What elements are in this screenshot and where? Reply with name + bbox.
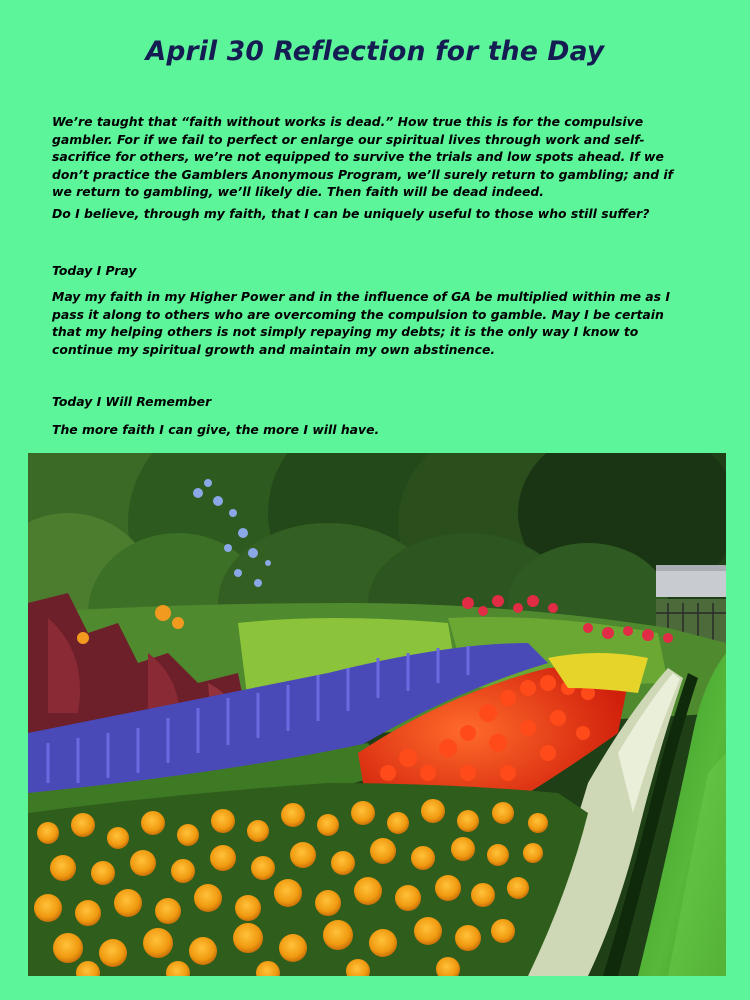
pray-heading: Today I Pray [52,263,137,278]
prayer-paragraph: May my faith in my Higher Power and in the influence of GA be multiplied within me as I pass it along to others who are overcoming the compulsion to gamble. May I be certain that my helping others is not simply repaying my debts; it is the only way I know to continue my spiritual growth and maintain my own abstinence. [52,289,670,357]
reflection-paragraph: We’re taught that “faith without works is dead.” How true this is for the compulsive gambler. For if we fail to perfect or enlarge our spiritual lives through work and self-sacrifice for others, we’re not equipped to survive the trials and low spots ahead. If we don’t practice the Gamblers Anonymous Program, we’ll surely return to gambling; and if we return to gambling, we’ll likely die. Then faith will be dead indeed. [52,114,674,199]
flower-garden-photo [28,453,726,976]
remember-text: The more faith I can give, the more I will have. [52,422,380,437]
page-title: April 30 Reflection for the Day [145,36,605,67]
remember-heading: Today I Will Remember [52,394,212,409]
reflection-question: Do I believe, through my faith, that I can be uniquely useful to those who still suffer? [52,206,650,221]
